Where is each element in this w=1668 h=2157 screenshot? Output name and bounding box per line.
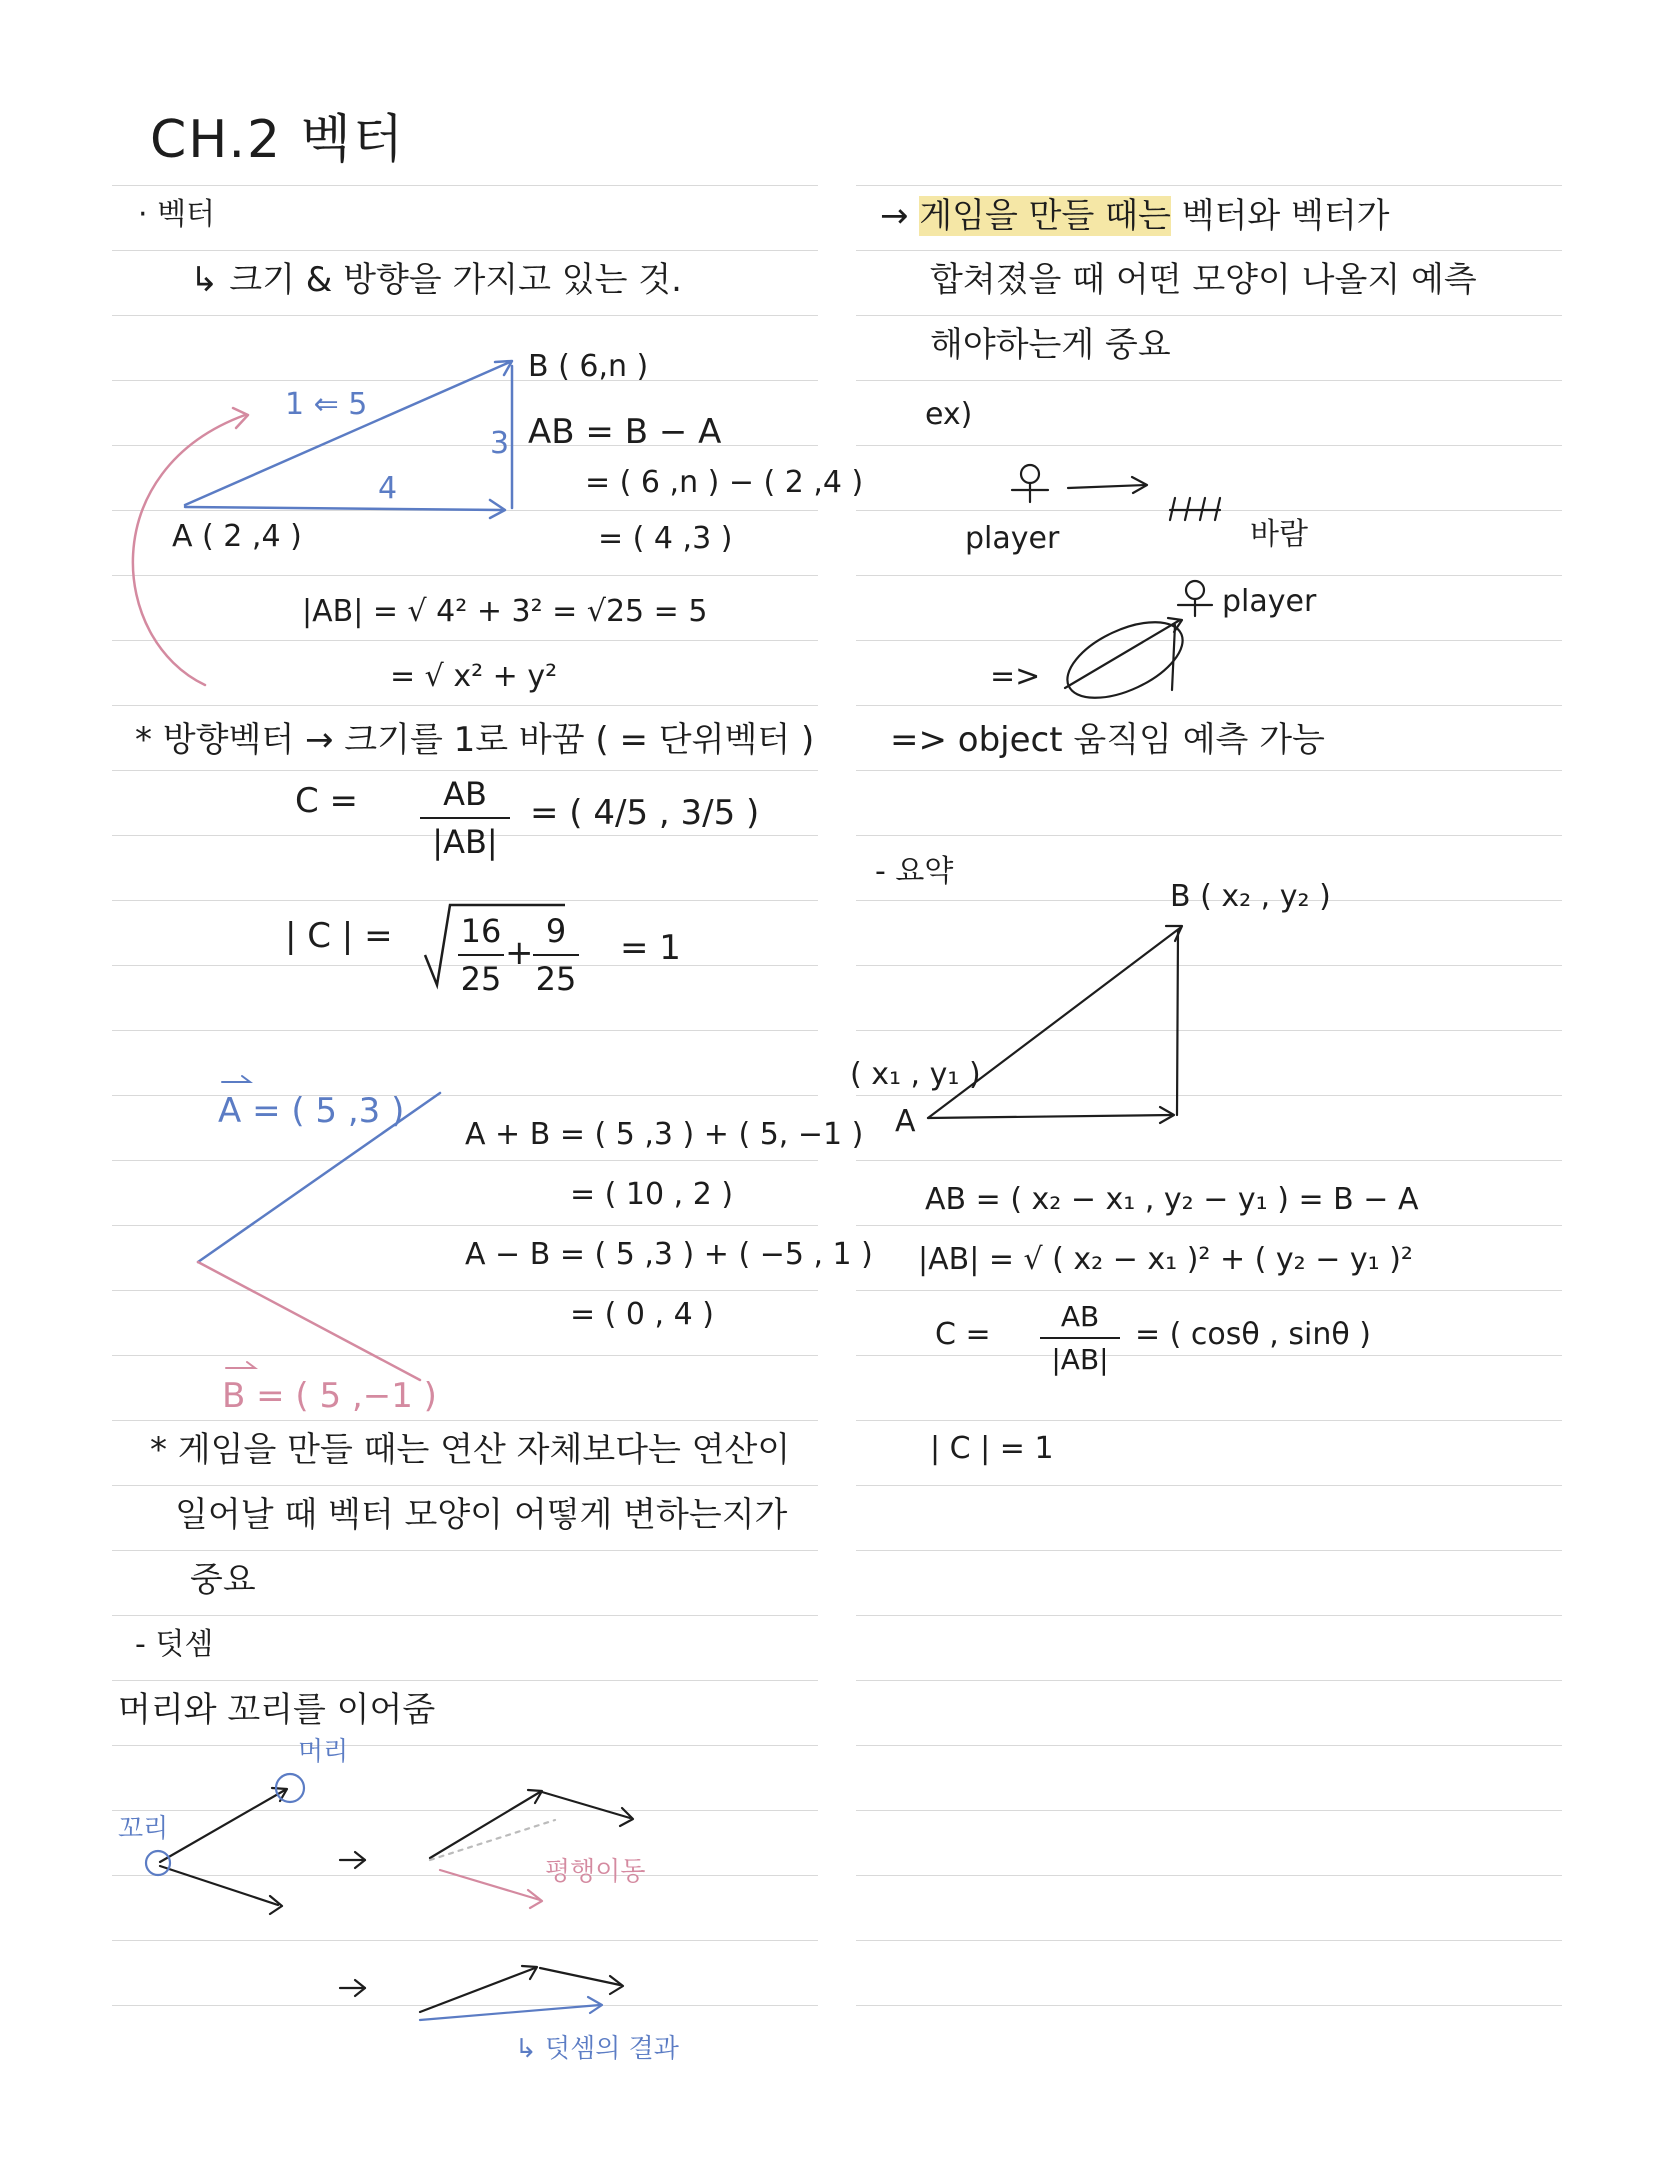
right-line-1-highlight: 게임을 만들 때는 [919,196,1171,236]
parallel-move-label: 평행이동 [545,1857,646,1887]
example-label: ex) [925,397,973,432]
plus-sign: + [505,933,534,973]
section-summary-heading: - 요약 [875,854,954,889]
summary-point-b: B ( x₂ , y₂ ) [1170,879,1331,914]
point-b-label: B ( 6,n ) [528,349,649,384]
game-note-line-2: 일어날 때 벡터 모양이 어떻게 변하는지가 [175,1495,788,1535]
player-label-2: player [1222,584,1317,619]
c-frac-numerator: AB [443,775,487,813]
summary-frac-numerator: AB [1060,1300,1100,1333]
page-title: CH.2 벡터 [150,110,406,170]
diff-equation-2: = ( 0 , 4 ) [570,1297,714,1332]
c-eq-lhs: C = [295,781,359,821]
summary-frac-denominator: |AB| [1051,1343,1109,1376]
right-line-3: 해야하는게 중요 [930,325,1171,365]
cmag-num-2: 9 [545,912,567,950]
summary-eq-4: | C | = 1 [930,1431,1054,1466]
diff-equation-1: A − B = ( 5 ,3 ) + ( −5 , 1 ) [465,1237,873,1272]
sum-equation-1: A + B = ( 5 ,3 ) + ( 5, −1 ) [465,1117,864,1152]
game-note-line-3: 중요 [190,1560,256,1600]
hypotenuse-note: 1 ⇐ 5 [285,387,368,422]
summary-vertical [1177,930,1178,1115]
cmag-den-1: 25 [460,960,502,998]
sum-equation-2: = ( 10 , 2 ) [570,1177,734,1212]
vector-definition: ↳ 크기 & 방향을 가지고 있는 것. [190,260,682,300]
addition-note: 머리와 꼬리를 이어줌 [118,1690,436,1730]
point-a-label: A ( 2 ,4 ) [172,519,302,554]
unit-vector-note: * 방향벡터 → 크기를 1로 바꿈 ( = 단위벡터 ) [135,720,815,760]
player-label-1: player [965,521,1060,556]
predict-note: => object 움직임 예측 가능 [890,720,1325,760]
right-line-1-rest: 벡터와 벡터가 [1170,196,1390,236]
head-label: 머리 [298,1737,349,1767]
summary-horizontal [928,1115,1172,1118]
c-eq-rhs: = ( 4/5 , 3/5 ) [530,793,760,833]
cmag-rhs: = 1 [620,928,681,968]
summary-eq-3-rhs: = ( cosθ , sinθ ) [1135,1317,1371,1352]
section-vector-heading: · 벡터 [138,197,216,232]
summary-eq-1: AB = ( x₂ − x₁ , y₂ − y₁ ) = B − A [925,1182,1419,1217]
wind-label: 바람 [1250,517,1308,552]
vector-a-label: A = ( 5 ,3 ) [218,1091,405,1131]
summary-fraction [1040,1300,1120,1376]
section-addition-heading: - 덧셈 [135,1627,214,1662]
vector-b-label: B = ( 5 ,−1 ) [222,1376,437,1416]
summary-point-a-coord: ( x₁ , y₁ ) [850,1057,981,1092]
game-note-line-1: * 게임을 만들 때는 연산 자체보다는 연산이 [150,1430,791,1470]
side-right-label: 3 [490,426,510,461]
cmag-lhs: | C | = [285,916,393,956]
summary-eq-3-lhs: C = [935,1317,991,1352]
addition-result-label: ↳ 덧셈의 결과 [515,2034,679,2064]
ab-equation-1: AB = B − A [528,412,722,452]
cmag-num-1: 16 [460,912,502,950]
result-arrow-label: => [990,659,1041,694]
tail-label: 꼬리 [118,1814,169,1844]
magnitude-equation-1: |AB| = √ 4² + 3² = √25 = 5 [302,594,708,629]
cmag-den-2: 25 [535,960,577,998]
c-frac-denominator: |AB| [432,823,498,861]
summary-point-a: A [895,1104,916,1139]
ab-equation-3: = ( 4 ,3 ) [598,521,733,556]
right-line-1-arrow: → [880,196,920,236]
right-line-2: 합쳐졌을 때 어떤 모양이 나올지 예측 [930,260,1477,300]
magnitude-equation-2: = √ x² + y² [390,659,558,694]
side-bottom-label: 4 [378,471,398,506]
summary-eq-2: |AB| = √ ( x₂ − x₁ )² + ( y₂ − y₁ )² [918,1242,1413,1277]
ab-equation-2: = ( 6 ,n ) − ( 2 ,4 ) [585,465,864,500]
